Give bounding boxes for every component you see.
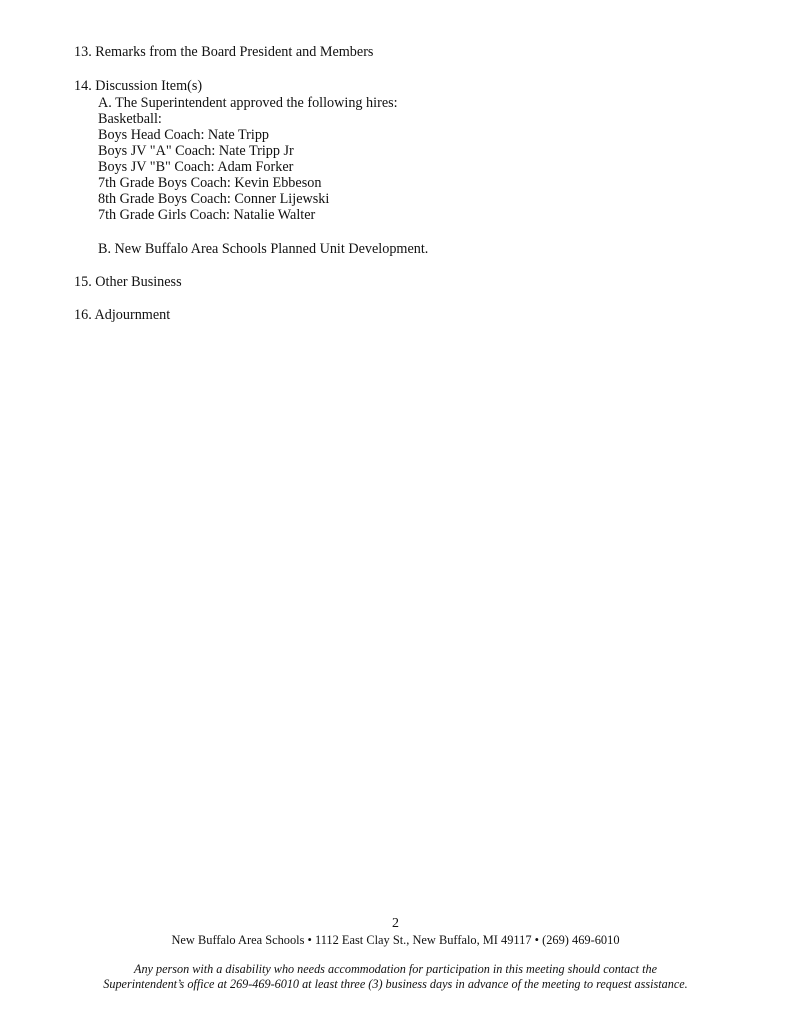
hire-category: Basketball: xyxy=(98,111,162,127)
hire-line: Boys JV "A" Coach: Nate Tripp Jr xyxy=(98,143,294,159)
discussion-item-b: B. New Buffalo Area Schools Planned Unit Development. xyxy=(98,241,429,257)
hire-line: 8th Grade Boys Coach: Conner Lijewski xyxy=(98,191,330,207)
disability-notice xyxy=(0,962,791,992)
hire-line: 7th Grade Girls Coach: Natalie Walter xyxy=(98,207,316,223)
agenda-item-13: 13. Remarks from the Board President and Members xyxy=(74,44,374,60)
hire-line: 7th Grade Boys Coach: Kevin Ebbeson xyxy=(98,175,322,191)
disability-notice-line-1: Any person with a disability who needs accommodation for participation in this meeting should contact the xyxy=(134,962,657,976)
agenda-item-14: 14. Discussion Item(s) xyxy=(74,78,203,94)
agenda-item-16: 16. Adjournment xyxy=(74,307,171,323)
page-number: 2 xyxy=(392,916,399,931)
footer-address: New Buffalo Area Schools • 1112 East Clay St., New Buffalo, MI 49117 • (269) 469-6010 xyxy=(171,933,620,947)
hire-line: Boys Head Coach: Nate Tripp xyxy=(98,127,270,143)
discussion-item-a: A. The Superintendent approved the following hires: xyxy=(98,95,398,111)
disability-notice-line-2: Superintendent’s office at 269-469-6010 at least three (3) business days in advance of the meeting to request assistance. xyxy=(103,977,688,991)
hire-line: Boys JV "B" Coach: Adam Forker xyxy=(98,159,294,175)
agenda-item-15: 15. Other Business xyxy=(74,274,182,290)
